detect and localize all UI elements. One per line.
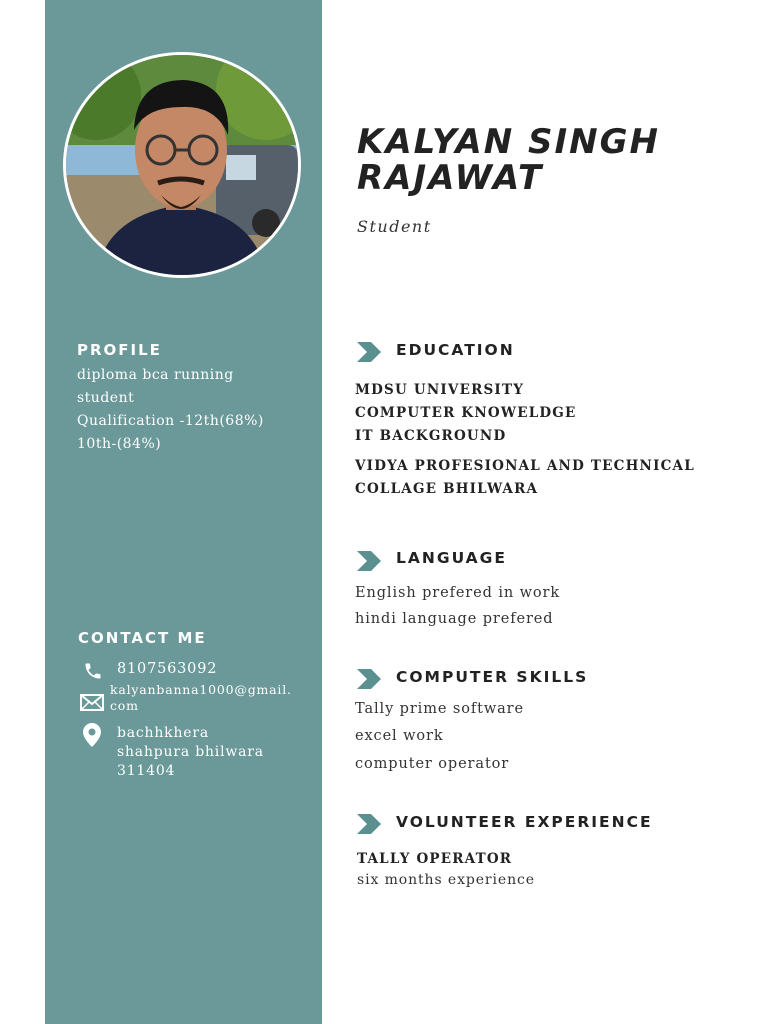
volunteer-heading: VOLUNTEER EXPERIENCE [396, 813, 653, 831]
education-block-2 [355, 455, 695, 501]
skill-item: computer operator [355, 756, 510, 772]
phone-number[interactable]: 8107563092 [117, 661, 218, 677]
education-heading: EDUCATION [396, 341, 515, 359]
phone-icon [83, 661, 103, 681]
mail-icon [80, 694, 104, 711]
chevron-right-icon [357, 669, 381, 689]
skill-item: excel work [355, 728, 444, 744]
skills-heading: COMPUTER SKILLS [396, 668, 589, 686]
education-line: IT BACKGROUND [355, 428, 507, 444]
address-line: 311404 [117, 763, 176, 779]
email-line: com [110, 698, 139, 713]
job-title: Student [357, 217, 432, 236]
language-item: hindi language prefered [355, 611, 554, 627]
volunteer-role: TALLY OPERATOR [357, 851, 513, 867]
education-line: MDSU UNIVERSITY [355, 382, 525, 398]
chevron-right-icon [357, 814, 381, 834]
profile-line: student [77, 390, 135, 406]
email-address[interactable] [110, 682, 292, 714]
profile-text [77, 364, 264, 456]
contact-heading: CONTACT ME [78, 629, 207, 647]
profile-line: Qualification -12th(68%) [77, 413, 264, 429]
skill-item: Tally prime software [355, 701, 524, 717]
language-heading: LANGUAGE [396, 549, 507, 567]
language-item: English prefered in work [355, 585, 561, 601]
chevron-right-icon [357, 551, 381, 571]
address [117, 724, 264, 781]
address-line: bachhkhera [117, 725, 210, 741]
education-line: COLLAGE BHILWARA [355, 481, 539, 497]
education-block-1 [355, 379, 577, 448]
education-line: VIDYA PROFESIONAL AND TECHNICAL [355, 458, 695, 474]
email-line: kalyanbanna1000@gmail. [110, 682, 292, 697]
chevron-right-icon [357, 342, 381, 362]
volunteer-detail: six months experience [357, 872, 535, 888]
full-name [357, 124, 660, 196]
name-line: KALYAN SINGH [357, 122, 660, 162]
education-line: COMPUTER KNOWELDGE [355, 405, 577, 421]
profile-photo [63, 52, 301, 278]
profile-line: 10th-(84%) [77, 436, 162, 452]
profile-line: diploma bca running [77, 367, 234, 383]
location-pin-icon [83, 723, 101, 747]
name-line: RAJAWAT [357, 158, 544, 198]
address-line: shahpura bhilwara [117, 744, 264, 760]
profile-heading: PROFILE [77, 341, 162, 359]
